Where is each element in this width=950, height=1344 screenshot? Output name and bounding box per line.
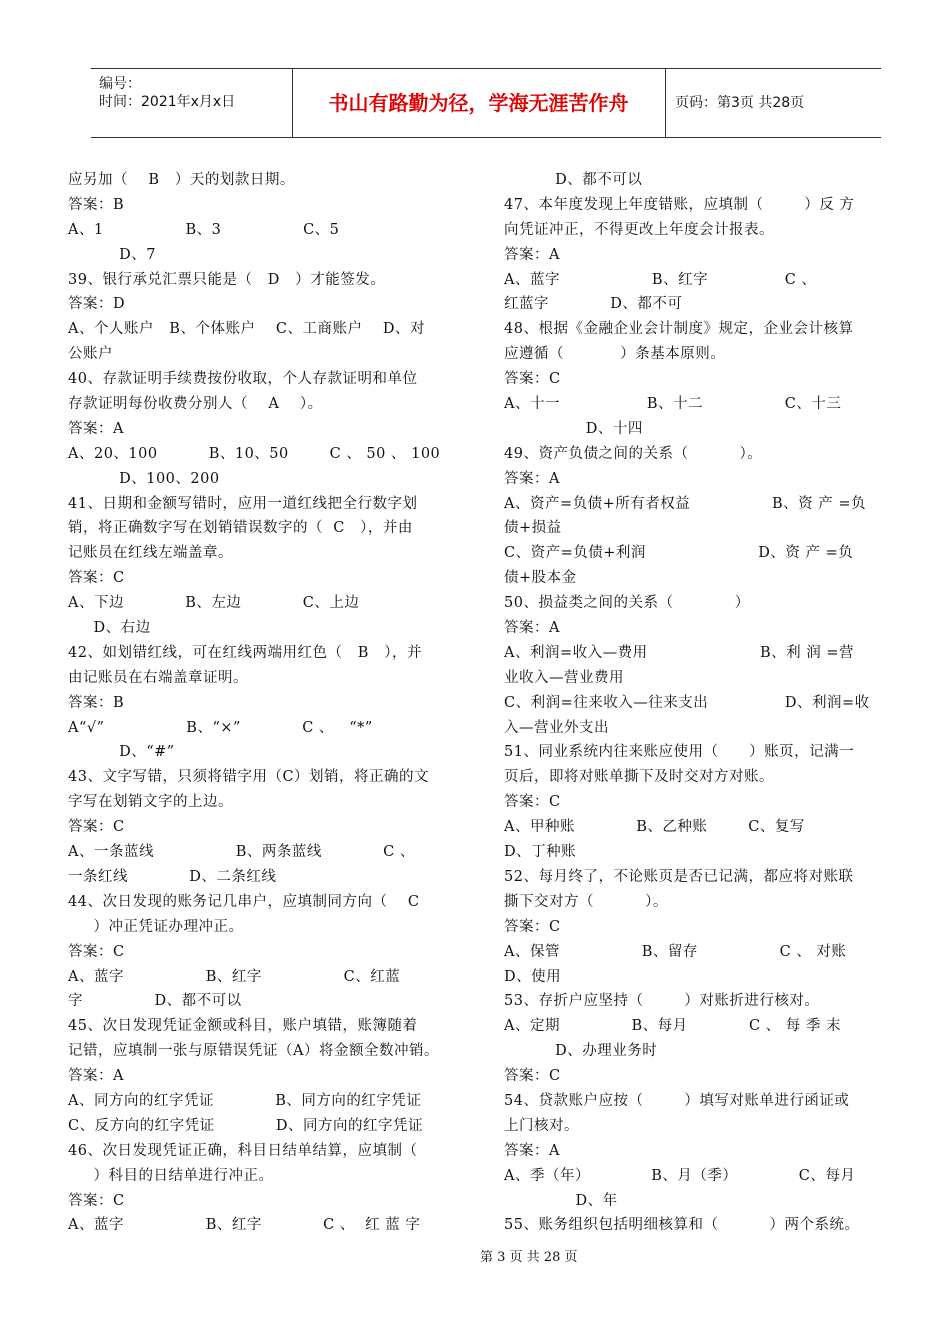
text-line: 41、日期和金额写错时，应用一道红线把全行数字划 <box>68 495 418 512</box>
text-line: 销，将正确数字写在划销错误数字的（ C ），并由 <box>68 520 413 537</box>
text-line: A、同方向的红字凭证 B、同方向的红字凭证 <box>68 1092 422 1109</box>
text-line: 42、如划错红线，可在红线两端用红色（ B ），并 <box>68 644 423 661</box>
text-line: 49、资产负债之间的关系（ ）。 <box>504 445 763 462</box>
header-page-code: 页码：第3页 共28页 <box>675 95 805 111</box>
document-number-label: 编号： <box>99 76 141 92</box>
text-line: 答案：C <box>68 570 125 587</box>
text-line: A、甲种账 B、乙种账 C、复写 <box>504 819 805 836</box>
text-line: D、“#” <box>68 744 175 761</box>
text-line: 页后，即将对账单撕下及时交对方对账。 <box>504 769 774 786</box>
text-line: 52、每月终了，不论账页是否已记满，都应将对账联 <box>504 868 854 885</box>
text-line: 应另加（ B ）天的划款日期。 <box>68 172 295 188</box>
text-line: ）科目的日结单进行冲正。 <box>68 1167 274 1184</box>
text-line: 44、次日发现的账务记几串户，应填制同方向（ C <box>68 893 420 910</box>
text-line: A、蓝字 B、红字 C 、 <box>504 271 817 288</box>
text-line: D、办理业务时 <box>504 1043 658 1060</box>
text-line: A、20、100 B、10、50 C 、 50 、 100 <box>68 445 441 462</box>
text-line: 字 D、都不可以 <box>68 993 242 1010</box>
text-line: 答案：A <box>504 620 560 637</box>
text-line: 答案：A <box>68 420 124 437</box>
text-line: A、下边 B、左边 C、上边 <box>68 595 360 612</box>
text-line: 答案：A <box>504 470 560 487</box>
text-line: 撕下交对方（ ）。 <box>504 893 668 910</box>
text-line: 记账员在红线左端盖章。 <box>68 545 233 562</box>
text-line: 字写在划销文字的上边。 <box>68 794 233 811</box>
text-line: A、1 B、3 C、5 <box>68 221 340 238</box>
text-line: 答案：C <box>504 918 561 935</box>
text-line: 答案：C <box>504 371 561 388</box>
text-line: 53、存折户应坚持（ ）对账折进行核对。 <box>504 993 820 1010</box>
text-line: 39、银行承兑汇票只能是（ D ）才能签发。 <box>68 271 386 288</box>
text-line: 由记账员在右端盖章证明。 <box>68 669 248 686</box>
text-line: 答案：B <box>68 694 125 711</box>
text-line: 答案：A <box>504 1142 560 1159</box>
right-column <box>504 168 906 1238</box>
text-line: 上门核对。 <box>504 1117 579 1134</box>
text-line: D、右边 <box>68 620 151 637</box>
text-line: 答案：C <box>68 1192 125 1209</box>
header-motto: 书山有路勤为径，学海无涯苦作舟 <box>328 91 629 115</box>
left-column <box>68 168 470 1238</box>
text-line: 业收入—营业费用 <box>504 669 624 686</box>
text-line: 答案：B <box>68 196 125 213</box>
text-line: 债+股本金 <box>504 570 577 587</box>
page-footer: 第 3 页 共 28 页 <box>480 1250 578 1265</box>
text-line: 答案：C <box>68 943 125 960</box>
text-line: 45、次日发现凭证金额或科目，账户填错，账簿随着 <box>68 1018 418 1035</box>
text-line: D、使用 <box>504 968 562 985</box>
document-time-label: 时间：2021年x月x日 <box>99 94 236 110</box>
text-line: 应遵循（ ）条基本原则。 <box>504 346 726 363</box>
text-line: 红蓝字 D、都不可 <box>504 296 683 313</box>
text-line: 47、本年度发现上年度错账，应填制（ ）反 方 <box>504 196 855 213</box>
text-line: 43、文字写错，只须将错字用（C）划销，将正确的文 <box>68 769 430 786</box>
text-line: A、个人账户 B、个体账户 C、工商账户 D、对 <box>68 321 426 338</box>
page-header <box>91 68 881 138</box>
text-line: 存款证明每份收费分别人（ A ）。 <box>68 396 323 413</box>
text-line: 51、同业系统内往来账应使用（ ）账页，记满一 <box>504 744 855 761</box>
text-line: 40、存款证明手续费按份收取，个人存款证明和单位 <box>68 371 418 388</box>
text-line: 答案：C <box>504 794 561 811</box>
text-line: 54、贷款账户应按（ ）填写对账单进行函证或 <box>504 1092 850 1109</box>
text-line: A、蓝字 B、红字 C、红蓝 <box>68 968 401 985</box>
text-line: C、利润=往来收入—往来支出 D、利润=收 <box>504 694 870 711</box>
text-line: A、季（年） B、月（季） C、每月 <box>504 1167 856 1184</box>
text-line: D、100、200 <box>68 470 220 487</box>
text-line: 答案：D <box>68 296 126 313</box>
text-line: 答案：C <box>504 1068 561 1085</box>
text-line: 50、损益类之间的关系（ ） <box>504 595 750 612</box>
text-line: C、反方向的红字凭证 D、同方向的红字凭证 <box>68 1117 424 1134</box>
text-line: D、丁种账 <box>504 844 577 861</box>
text-line: A、资产=负债+所有者权益 B、资 产 =负 <box>504 495 867 512</box>
text-line: ）冲正凭证办理冲正。 <box>68 918 244 935</box>
header-motto-cell <box>292 69 666 137</box>
text-line: 答案：A <box>504 246 560 263</box>
text-line: A、定期 B、每月 C 、 每 季 末 <box>504 1018 841 1035</box>
text-line: 债+损益 <box>504 520 562 537</box>
text-line: D、十四 <box>504 420 643 437</box>
text-line: 55、账务组织包括明细核算和（ ）两个系统。 <box>504 1217 860 1234</box>
text-line: D、都不可以 <box>504 172 643 188</box>
text-line: 向凭证冲正，不得更改上年度会计报表。 <box>504 221 774 238</box>
text-line: 答案：A <box>68 1068 124 1085</box>
text-line: A“√” B、“×” C 、 “*” <box>68 719 373 736</box>
text-line: 一条红线 D、二条红线 <box>68 868 277 885</box>
text-line: A、蓝字 B、红字 C 、 红 蓝 字 <box>68 1217 421 1234</box>
text-line: 46、次日发现凭证正确，科目日结单结算，应填制（ <box>68 1142 418 1159</box>
text-line: A、一条蓝线 B、两条蓝线 C 、 <box>68 844 415 861</box>
text-line: D、7 <box>68 246 156 263</box>
text-line: A、保管 B、留存 C 、 对账 <box>504 943 847 960</box>
header-meta <box>91 69 293 137</box>
text-line: C、资产=负债+利润 D、资 产 =负 <box>504 545 854 562</box>
text-line: 公账户 <box>68 346 113 363</box>
text-line: 48、根据《金融企业会计制度》规定，企业会计核算 <box>504 321 854 338</box>
text-line: 记错，应填制一张与原错误凭证（A）将金额全数冲销。 <box>68 1043 439 1060</box>
header-page-cell <box>665 69 881 137</box>
text-line: A、十一 B、十二 C、十三 <box>504 396 842 413</box>
text-line: 入—营业外支出 <box>504 719 609 736</box>
text-line: A、利润=收入—费用 B、利 润 =营 <box>504 644 855 661</box>
text-line: 答案：C <box>68 819 125 836</box>
text-line: D、年 <box>504 1192 618 1209</box>
